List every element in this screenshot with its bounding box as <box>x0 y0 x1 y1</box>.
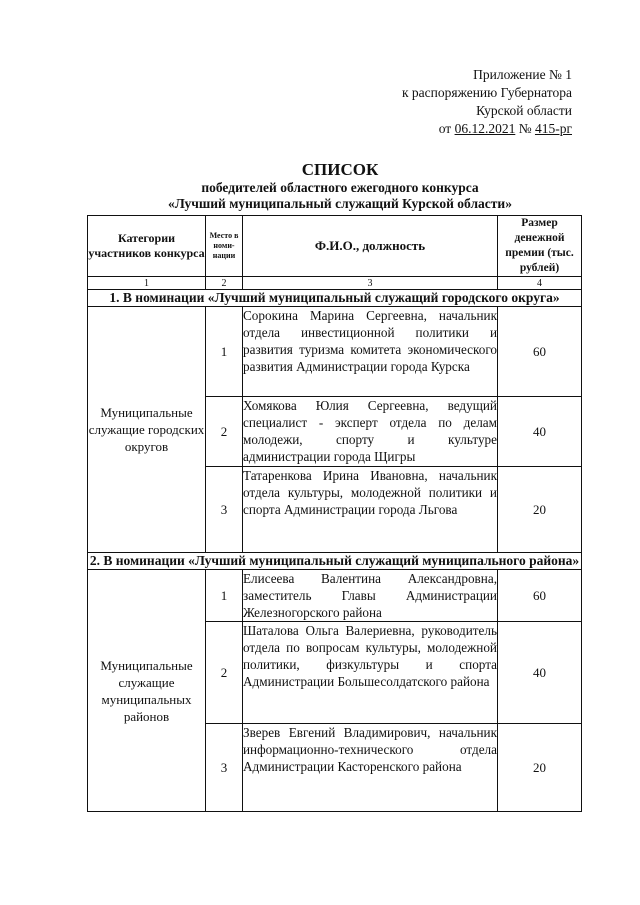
document-subtitle-1: победителей областного ежегодного конкурса <box>201 180 479 195</box>
place-cell: 2 <box>206 622 243 724</box>
appendix-line-2: к распоряжению Губернатора <box>401 85 572 100</box>
header-category: Категории участников конкурса <box>88 216 206 277</box>
col-number-1: 1 <box>88 277 206 290</box>
place-cell: 3 <box>206 467 243 553</box>
header-name: Ф.И.О., должность <box>243 216 498 277</box>
prize-cell: 40 <box>498 397 582 467</box>
col-number-4: 4 <box>498 277 582 290</box>
section-title-row <box>88 290 582 307</box>
appendix-line-1: Приложение № 1 <box>473 67 572 82</box>
document-subtitle-2: «Лучший муниципальный служащий Курской области» <box>168 196 512 211</box>
name-cell: Елисеева Валентина Александровна, заместитель Главы Администрации Железногорского района <box>243 571 497 620</box>
number-prefix: № <box>518 121 532 136</box>
prize-cell: 20 <box>498 467 582 553</box>
appendix-block <box>402 66 572 138</box>
header-place: Место в номи-нации <box>206 216 243 277</box>
appendix-line-3: Курской области <box>476 103 572 118</box>
column-numbers-row <box>88 277 582 290</box>
name-cell: Татаренкова Ирина Ивановна, начальник отдела культуры, молодежной политики и спорта Администрации города Льгова <box>243 467 498 553</box>
section-1-category: Муниципальные служащие городских округов <box>88 307 206 553</box>
appendix-line-4 <box>402 120 572 138</box>
col-number-2: 2 <box>206 277 243 290</box>
col-number-3: 3 <box>243 277 498 290</box>
header-prize: Размер денежной премии (тыс. рублей) <box>498 216 582 277</box>
header-row <box>88 216 582 277</box>
prize-cell: 20 <box>498 724 582 812</box>
place-cell: 1 <box>206 570 243 622</box>
section-1-title: 1. В номинации «Лучший муниципальный служащий городского округа» <box>88 290 582 307</box>
name-cell: Сорокина Марина Сергеевна, начальник отдела инвестиционной политики и развития туризма комитета экономического развития Администрации города Курска <box>243 307 498 397</box>
winners-table <box>87 215 582 812</box>
place-cell: 2 <box>206 397 243 467</box>
table-row <box>88 307 582 397</box>
prize-cell: 60 <box>498 307 582 397</box>
name-cell: Зверев Евгений Владимирович, начальник информационно-технического отдела Администрации Касторенского района <box>243 724 498 812</box>
place-cell: 1 <box>206 307 243 397</box>
section-title-row <box>88 553 582 570</box>
section-2-category: Муниципальные служащие муниципальных районов <box>88 570 206 812</box>
name-cell: Хомякова Юлия Сергеевна, ведущий специалист - эксперт отдела по делам молодежи, спорту и культуре администрации города Щигры <box>243 397 498 467</box>
document-heading <box>80 160 600 212</box>
prize-cell: 40 <box>498 622 582 724</box>
order-date: 06.12.2021 <box>454 121 516 136</box>
name-cell: Шаталова Ольга Валериевна, руководитель отдела по вопросам культуры, молодежной политики, физкультуры и спорта Администрации Большесолдатского района <box>243 622 498 724</box>
table-row <box>88 570 582 622</box>
section-2-title: 2. В номинации «Лучший муниципальный служащий муниципального района» <box>88 553 582 570</box>
document-title: СПИСОК <box>301 160 379 179</box>
order-number: 415-рг <box>534 121 572 136</box>
prize-cell: 60 <box>498 570 582 622</box>
place-cell: 3 <box>206 724 243 812</box>
date-prefix: от <box>438 121 452 136</box>
